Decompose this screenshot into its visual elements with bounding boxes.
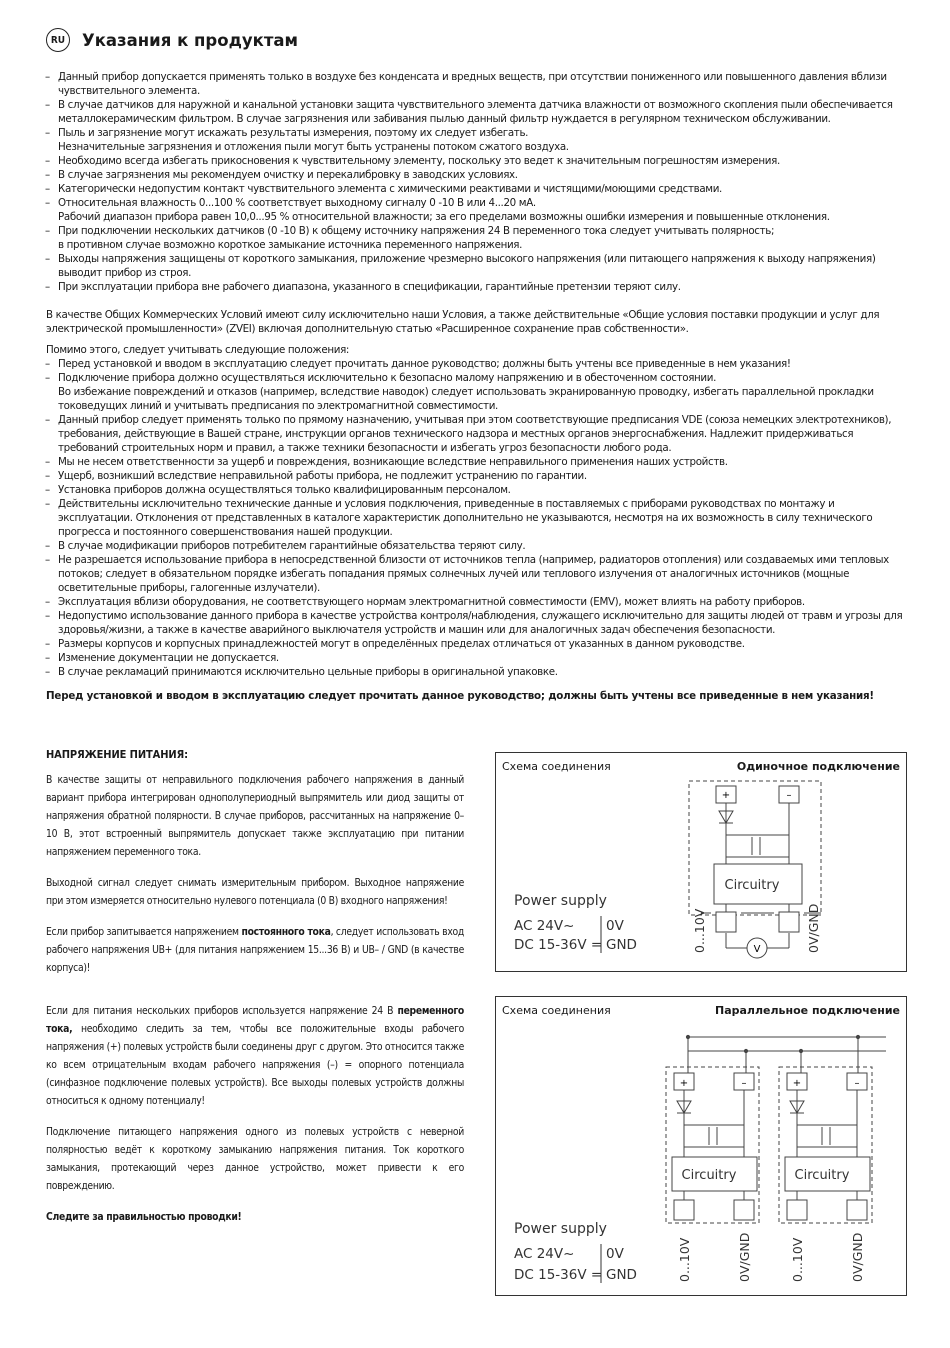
bullet-dash: – [45, 197, 50, 209]
bullet-dash: – [45, 183, 50, 195]
power-supply-label: Power supply [514, 1221, 607, 1237]
list-item-text: Не разрешается использование прибора в непосредственной близости от источников тепла (например, радиаторов отопления) или создаваемых ими тепловых потоков; следует в обязательном порядке избегать попадания прямых солнечных лучей или теплового излучения от аналогичных источников (мощные осветительные приборы, галогенные излучатели). [58, 554, 889, 594]
list-item [46, 609, 906, 637]
list-item [46, 252, 906, 280]
bullet-dash: – [45, 638, 50, 650]
bullet-dash: – [45, 225, 50, 237]
list-item-text: Относительная влажность 0...100 % соответствует выходному сигналу 0 -10 В или 4...20 мА. [58, 197, 536, 209]
text-span: Если для питания нескольких приборов используется напряжение 24 В [46, 1005, 398, 1017]
circuitry-label: Circuitry [724, 878, 780, 893]
list-item-text: Незначительные загрязнения и отложения пыли могут быть устранены потоком сжатого воздуха. [58, 141, 569, 153]
list-item [46, 182, 906, 196]
page-header [46, 28, 298, 52]
minus-label: – [741, 1078, 747, 1089]
zero-volt-label: 0V [606, 918, 624, 934]
output-label: 0...10V [692, 908, 707, 953]
circuitry-label: Circuitry [681, 1168, 737, 1183]
list-item [46, 70, 906, 98]
list-item [46, 497, 906, 539]
bullet-dash: – [45, 71, 50, 83]
bullet-dash: – [45, 372, 50, 384]
power-paragraph-2: Выходной сигнал следует снимать измерительным прибором. Выходное напряжение при этом измеряется относительно нулевого потенциала (0 В) входного напряжения! [46, 877, 464, 907]
zero-volt-label: 0V [606, 1246, 624, 1262]
meter-label: V [753, 944, 761, 955]
bullet-dash: – [45, 456, 50, 468]
terminal-out2 [734, 1200, 754, 1220]
power-paragraph-4 [46, 1002, 464, 1110]
list-item [46, 595, 906, 609]
output-label: 0...10V [790, 1237, 805, 1282]
notes-list-a [46, 70, 906, 294]
notes-list-b [46, 357, 906, 679]
ground-output-label: 0V/GND [806, 903, 821, 953]
language-badge: RU [46, 28, 70, 52]
ac-label: AC 24V~ [514, 918, 575, 934]
list-item-text: Мы не несем ответственности за ущерб и повреждения, возникающие вследствие неправильного применения наших устройств. [58, 456, 728, 468]
bullet-dash: – [45, 99, 50, 111]
bullet-dash: – [45, 281, 50, 293]
terminal-out2 [847, 1200, 867, 1220]
list-item-text: Данный прибор следует применять только по прямому назначению, учитывая при этом соответствующие предписания VDE (союза немецких электротехников), требования, действующие в Вашей стране, инструкции органов технического надзора и местных органов энергоснабжения. Надлежит придерживаться требований строительных норм и правил, а также техники безопасности и избегать угроз безопасности любого рода. [58, 414, 892, 454]
list-item-text: Действительны исключительно технические данные и условия подключения, приведенные в поставляемых с приборами руководствах по монтажу и эксплуатации. Отклонения от представленных в каталоге характеристик дополнительно не указываются, несмотря на их возможность в силу технического прогресса и постоянного совершенствования нашей продукции. [58, 498, 873, 538]
plus-label: + [679, 1078, 689, 1089]
power-supply-label: Power supply [514, 893, 607, 909]
bullet-dash: – [45, 498, 50, 510]
bullet-dash: – [45, 470, 50, 482]
list-item-text: Категорически недопустим контакт чувствительного элемента с химическими реактивами и чистящими/моющими средствами. [58, 183, 722, 195]
text-span: Если прибор запитывается напряжением [46, 926, 242, 938]
list-item [46, 455, 906, 469]
list-item-text: Рабочий диапазон прибора равен 10,0...95 % относительной влажности; за его пределами возможны ошибки измерения и повышенные отклонения. [58, 211, 830, 223]
bullet-dash: – [45, 540, 50, 552]
diagram-title: Параллельное подключение [715, 1004, 900, 1017]
list-item-text: Подключение прибора должно осуществляться исключительно к безопасно малому напряжению и в обесточенном состоянии. [58, 372, 717, 384]
parallel-wiring-svg [496, 997, 906, 1295]
list-item-text: Необходимо всегда избегать прикосновения к чувствительному элементу, поскольку это ведет к значительным погрешностям измерения. [58, 155, 780, 167]
bullet-dash: – [45, 358, 50, 370]
list-item [46, 280, 906, 294]
terminal-out1 [716, 912, 736, 932]
warning-text: Перед установкой и вводом в эксплуатацию следует прочитать данное руководство; должны быть учтены все приведенные в нем указания! [46, 690, 874, 702]
conditions-paragraph: В качестве Общих Коммерческих Условий имеют силу исключительно наши Условия, а также действительные «Общие условия поставки продукции и услуг для электрической промышленности» (ZVEI) включая дополнительную статью «Расширенное сохранение прав собственности». [46, 309, 880, 335]
list-item-text: В случае рекламаций принимаются исключительно цельные приборы в оригинальной упаковке. [58, 666, 558, 678]
dc-label: DC 15-36V = [514, 1267, 603, 1283]
bullet-dash: – [45, 414, 50, 426]
bullet-dash: – [45, 610, 50, 622]
list-item-text: В случае датчиков для наружной и канальной установки защита чувствительного элемента датчика влажности от возможного скопления пыли обеспечивается металлокерамическим фильтром. В случае загрязнения или забивания пылью данный фильтр нуждается в регулярном техническом обслуживании. [58, 99, 893, 125]
plus-label: + [792, 1078, 802, 1089]
ground-output-label: 0V/GND [850, 1232, 865, 1282]
diagram-title: Одиночное подключение [736, 760, 900, 773]
text-span: необходимо следить за тем, чтобы все положительные входы рабочего напряжения (+) полевых устройств были соединены друг с другом. Это относится также ко всем отрицательным входам рабочего напряжения (–) = опорного потенциала (синфазное подключение полевых устройств). Все выходы полевых устройств должны относиться к одному потенциалу! [46, 1023, 464, 1107]
list-item-text: В случае модификации приборов потребителем гарантийные обязательства теряют силу. [58, 540, 526, 552]
minus-label: – [854, 1078, 860, 1089]
diagram-label: Схема соединения [502, 1004, 611, 1017]
bullet-dash: – [45, 253, 50, 265]
dc-label: DC 15-36V = [514, 937, 603, 953]
list-item-text: Данный прибор допускается применять только в воздухе без конденсата и вредных веществ, при отсутствии пониженного или повышенного давления вблизи чувствительного элемента. [58, 71, 887, 97]
page-title: Указания к продуктам [82, 30, 299, 50]
list-item-text: Установка приборов должна осуществляться только квалифицированным персоналом. [58, 484, 511, 496]
bullet-dash: – [45, 666, 50, 678]
power-paragraph-1: В качестве защиты от неправильного подключения рабочего напряжения в данный вариант прибора интегрирован однополупериодный выпрямитель или диод защиты от напряжения обратной полярности. В случае приборов, рассчитанных на напряжение 0–10 В, этот встроенный выпрямитель допускает также эксплуатацию при питании напряжением переменного тока. [46, 774, 464, 858]
list-item-text: При подключении нескольких датчиков (0 -10 В) к общему источнику напряжения 24 В переменного тока следует учитывать полярность; [58, 225, 775, 237]
bullet-dash: – [45, 554, 50, 566]
bold-span: постоянного тока [241, 926, 331, 938]
list-item-text: Эксплуатация вблизи оборудования, не соответствующего нормам электромагнитной совместимости (EMV), может влиять на работу приборов. [58, 596, 805, 608]
list-item-text: Размеры корпусов и корпусных принадлежностей могут в определённых пределах отличаться от указанных в данном руководстве. [58, 638, 745, 650]
list-item [46, 126, 906, 154]
section-title: НАПРЯЖЕНИЕ ПИТАНИЯ: [46, 748, 188, 761]
list-item-text: Во избежание повреждений и отказов (например, вследствие наводок) следует использовать экранированную проводку, избегать параллельной прокладки токоведущих линий и учитывать предписания по электромагнитной совместимости. [58, 386, 874, 412]
wiring-diagram-parallel [495, 996, 907, 1296]
list-item [46, 539, 906, 553]
list-item-text: Изменение документации не допускается. [58, 652, 279, 664]
bullet-dash: – [45, 596, 50, 608]
list-item [46, 98, 906, 126]
single-wiring-svg [496, 753, 906, 971]
list-item [46, 357, 906, 371]
list-item-text: Перед установкой и вводом в эксплуатацию следует прочитать данное руководство; должны быть учтены все приведенные в нем указания! [58, 358, 791, 370]
bullet-dash: – [45, 155, 50, 167]
list-item [46, 196, 906, 224]
circuitry-label: Circuitry [794, 1168, 850, 1183]
main-notes [46, 70, 906, 703]
list-item-text: Выходы напряжения защищены от короткого замыкания, приложение чрезмерно высокого напряжения (или питающего напряжения к выходу напряжения) выводит прибор из строя. [58, 253, 876, 279]
power-paragraph-6: Следите за правильностью проводки! [46, 1211, 242, 1223]
list-item [46, 469, 906, 483]
list-item [46, 483, 906, 497]
bold-span: переменного тока, [46, 1005, 464, 1035]
power-section [46, 748, 464, 1239]
ac-label: AC 24V~ [514, 1246, 575, 1262]
list-item-text: в противном случае возможно короткое замыкание источника переменного напряжения. [58, 239, 523, 251]
list-item [46, 224, 906, 252]
list-item [46, 665, 906, 679]
bullet-dash: – [45, 652, 50, 664]
list-item [46, 154, 906, 168]
list-item [46, 168, 906, 182]
terminal-out2 [779, 912, 799, 932]
gnd-label: GND [606, 937, 637, 953]
list-item [46, 371, 906, 413]
ground-output-label: 0V/GND [737, 1232, 752, 1282]
list-item [46, 637, 906, 651]
power-paragraph-5: Подключение питающего напряжения одного из полевых устройств с неверной полярностью ведёт к короткому замыканию напряжения питания. Ток короткого замыкания, протекающий через данное устройство, может привести к его повреждению. [46, 1126, 464, 1192]
list-item-text: Ущерб, возникший вследствие неправильной работы прибора, не подлежит устранению по гарантии. [58, 470, 587, 482]
list-item [46, 413, 906, 455]
list-item-text: Пыль и загрязнение могут искажать результаты измерения, поэтому их следует избегать. [58, 127, 529, 139]
plus-label: + [721, 790, 731, 801]
list-item [46, 651, 906, 665]
output-label: 0...10V [677, 1237, 692, 1282]
text-span: , следует использовать вход рабочего напряжения UB+ (для питания напряжением 15...36 В) и UB– / GND (в качестве корпуса)! [46, 926, 464, 974]
bullet-dash: – [45, 127, 50, 139]
terminal-out1 [787, 1200, 807, 1220]
wiring-diagram-single [495, 752, 907, 972]
gnd-label: GND [606, 1267, 637, 1283]
bullet-dash: – [45, 169, 50, 181]
list-item [46, 553, 906, 595]
bullet-dash: – [45, 484, 50, 496]
list-item-text: Недопустимо использование данного прибора в качестве устройства контроля/наблюдения, служащего исключительно для защиты людей от травм и угрозы для здоровья/жизни, а также в качестве аварийного выключателя устройств и машин или для аналогичных задач обеспечения безопасности. [58, 610, 903, 636]
also-intro: Помимо этого, следует учитывать следующие положения: [46, 344, 350, 356]
diagram-label: Схема соединения [502, 760, 611, 773]
list-item-text: В случае загрязнения мы рекомендуем очистку и перекалибровку в заводских условиях. [58, 169, 518, 181]
list-item-text: При эксплуатации прибора вне рабочего диапазона, указанного в спецификации, гарантийные претензии теряют силу. [58, 281, 681, 293]
power-paragraph-3 [46, 923, 464, 977]
minus-label: – [786, 790, 792, 801]
terminal-out1 [674, 1200, 694, 1220]
